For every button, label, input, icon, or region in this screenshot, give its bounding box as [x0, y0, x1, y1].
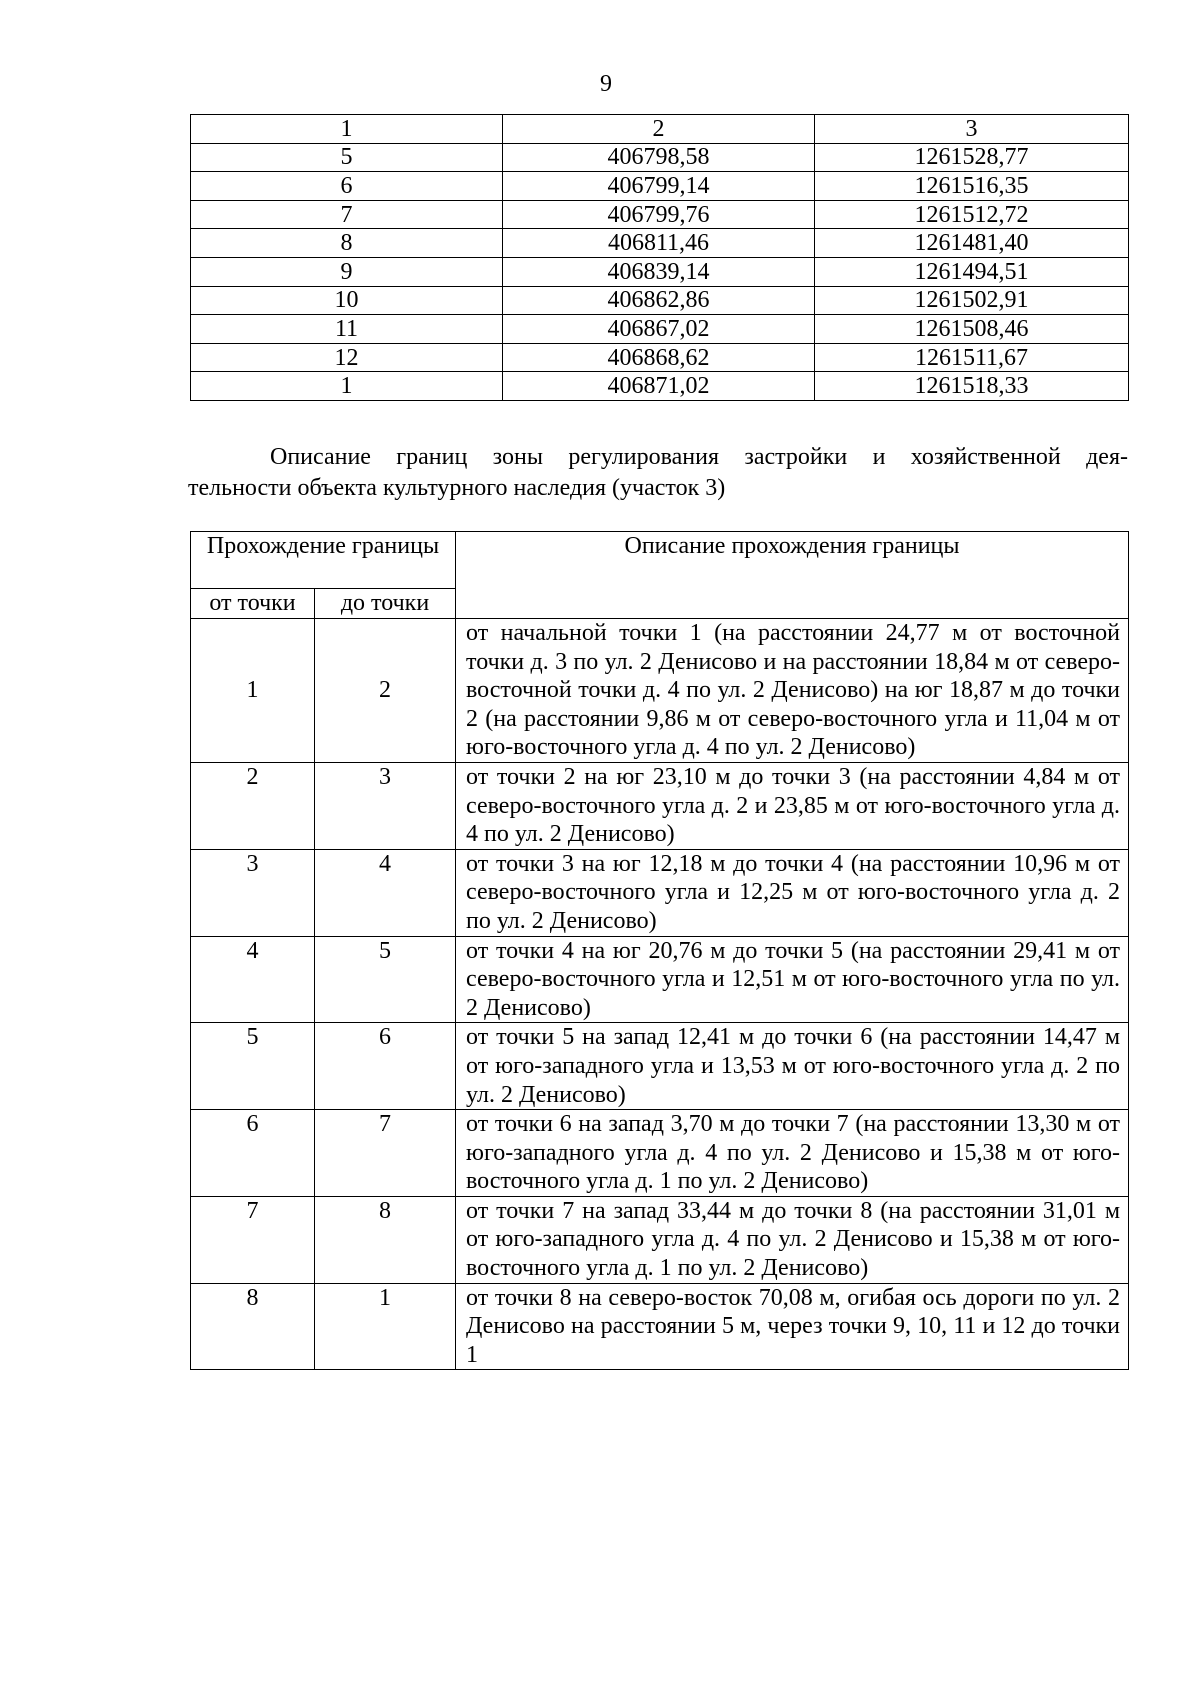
header-passage: Прохождение границы [191, 532, 456, 589]
table-row [191, 257, 1129, 286]
boundary-description: от точки 5 на запад 12,41 м до точки 6 (на расстоянии 14,47 м от юго-западного угла и 13,53 м от юго-восточного угла д. 2 по ул. 2 Денисово) [456, 1023, 1129, 1110]
table-header-row [191, 532, 1129, 589]
table-row [191, 762, 1129, 849]
to-point: 4 [315, 849, 456, 936]
point-number: 10 [191, 286, 503, 315]
caption-line: Описание границ зоны регулирования застройки и хозяйственной дея- [270, 444, 1128, 470]
coordinate-y: 1261511,67 [815, 343, 1129, 372]
coordinate-x: 406871,02 [503, 372, 815, 401]
table-row [191, 1023, 1129, 1110]
table-row [191, 619, 1129, 763]
point-number: 9 [191, 257, 503, 286]
page-number: 9 [600, 71, 612, 97]
header-description: Описание прохождения границы [456, 532, 1129, 619]
table-row [191, 936, 1129, 1023]
coordinate-y: 1261502,91 [815, 286, 1129, 315]
coordinate-y: 1261516,35 [815, 172, 1129, 201]
to-point: 7 [315, 1110, 456, 1197]
coordinates-header-cell: 1 [191, 115, 503, 144]
point-number: 12 [191, 343, 503, 372]
from-point: 2 [191, 762, 315, 849]
from-point: 3 [191, 849, 315, 936]
to-point: 5 [315, 936, 456, 1023]
to-point: 8 [315, 1196, 456, 1283]
coordinate-y: 1261508,46 [815, 315, 1129, 344]
to-point: 2 [315, 619, 456, 763]
boundary-description: от точки 6 на запад 3,70 м до точки 7 (на расстоянии 13,30 м от юго-западного угла д. 4 по ул. 2 Денисово и 15,38 м от юго-восточного угла д. 1 по ул. 2 Денисово) [456, 1110, 1129, 1197]
coordinate-x: 406799,76 [503, 200, 815, 229]
coordinate-x: 406868,62 [503, 343, 815, 372]
boundary-description: от точки 8 на северо-восток 70,08 м, огибая ось дороги по ул. 2 Денисово на расстоянии 5 м, через точки 9, 10, 11 и 12 до точки 1 [456, 1283, 1129, 1370]
point-number: 11 [191, 315, 503, 344]
point-number: 8 [191, 229, 503, 258]
table-row [191, 172, 1129, 201]
table-row [191, 229, 1129, 258]
coordinate-x: 406862,86 [503, 286, 815, 315]
boundary-description: от точки 2 на юг 23,10 м до точки 3 (на расстоянии 4,84 м от северо-восточного угла д. 2 и 23,85 м от юго-восточного угла д. 4 по ул. 2 Денисово) [456, 762, 1129, 849]
coordinates-header-row [191, 115, 1129, 144]
coordinates-header-cell: 2 [503, 115, 815, 144]
point-number: 6 [191, 172, 503, 201]
coordinate-y: 1261528,77 [815, 143, 1129, 172]
point-number: 1 [191, 372, 503, 401]
from-point: 4 [191, 936, 315, 1023]
table-row [191, 1110, 1129, 1197]
table-row [191, 343, 1129, 372]
coordinate-x: 406798,58 [503, 143, 815, 172]
table-row [191, 1196, 1129, 1283]
point-number: 5 [191, 143, 503, 172]
from-point: 6 [191, 1110, 315, 1197]
header-from-point: от точки [191, 589, 315, 619]
from-point: 8 [191, 1283, 315, 1370]
to-point: 3 [315, 762, 456, 849]
table-row [191, 1283, 1129, 1370]
to-point: 1 [315, 1283, 456, 1370]
from-point: 1 [191, 619, 315, 763]
caption-line: тельности объекта культурного наследия (участок 3) [188, 475, 726, 501]
coordinates-table [190, 114, 1129, 401]
table-row [191, 315, 1129, 344]
coordinate-y: 1261494,51 [815, 257, 1129, 286]
table-row [191, 200, 1129, 229]
header-to-point: до точки [315, 589, 456, 619]
from-point: 5 [191, 1023, 315, 1110]
table-row [191, 372, 1129, 401]
coordinate-x: 406867,02 [503, 315, 815, 344]
coordinate-x: 406811,46 [503, 229, 815, 258]
coordinate-y: 1261481,40 [815, 229, 1129, 258]
boundary-description: от точки 4 на юг 20,76 м до точки 5 (на расстоянии 29,41 м от северо-восточного угла и 12,51 м от юго-восточного угла по ул. 2 Денисово) [456, 936, 1129, 1023]
section-caption [188, 442, 1128, 504]
boundary-description: от точки 7 на запад 33,44 м до точки 8 (на расстоянии 31,01 м от юго-западного угла д. 4 по ул. 2 Денисово и 15,38 м от юго-восточного угла д. 1 по ул. 2 Денисово) [456, 1196, 1129, 1283]
table-row [191, 286, 1129, 315]
coordinate-y: 1261512,72 [815, 200, 1129, 229]
coordinate-x: 406839,14 [503, 257, 815, 286]
from-point: 7 [191, 1196, 315, 1283]
boundary-description: от точки 3 на юг 12,18 м до точки 4 (на расстоянии 10,96 м от северо-восточного угла и 12,25 м от юго-восточного угла д. 2 по ул. 2 Денисово) [456, 849, 1129, 936]
coordinate-y: 1261518,33 [815, 372, 1129, 401]
coordinate-x: 406799,14 [503, 172, 815, 201]
point-number: 7 [191, 200, 503, 229]
coordinates-header-cell: 3 [815, 115, 1129, 144]
boundary-description: от начальной точки 1 (на расстоянии 24,77 м от восточной точки д. 3 по ул. 2 Денисово и на расстоянии 18,84 м от северо-восточной точки д. 4 по ул. 2 Денисово) на юг 18,87 м до точки 2 (на расстоянии 9,86 м от северо-восточного угла и 11,04 м от юго-восточного угла д. 4 по ул. 2 Денисово) [456, 619, 1129, 763]
to-point: 6 [315, 1023, 456, 1110]
boundary-description-table [190, 531, 1129, 1370]
table-row [191, 143, 1129, 172]
table-row [191, 849, 1129, 936]
